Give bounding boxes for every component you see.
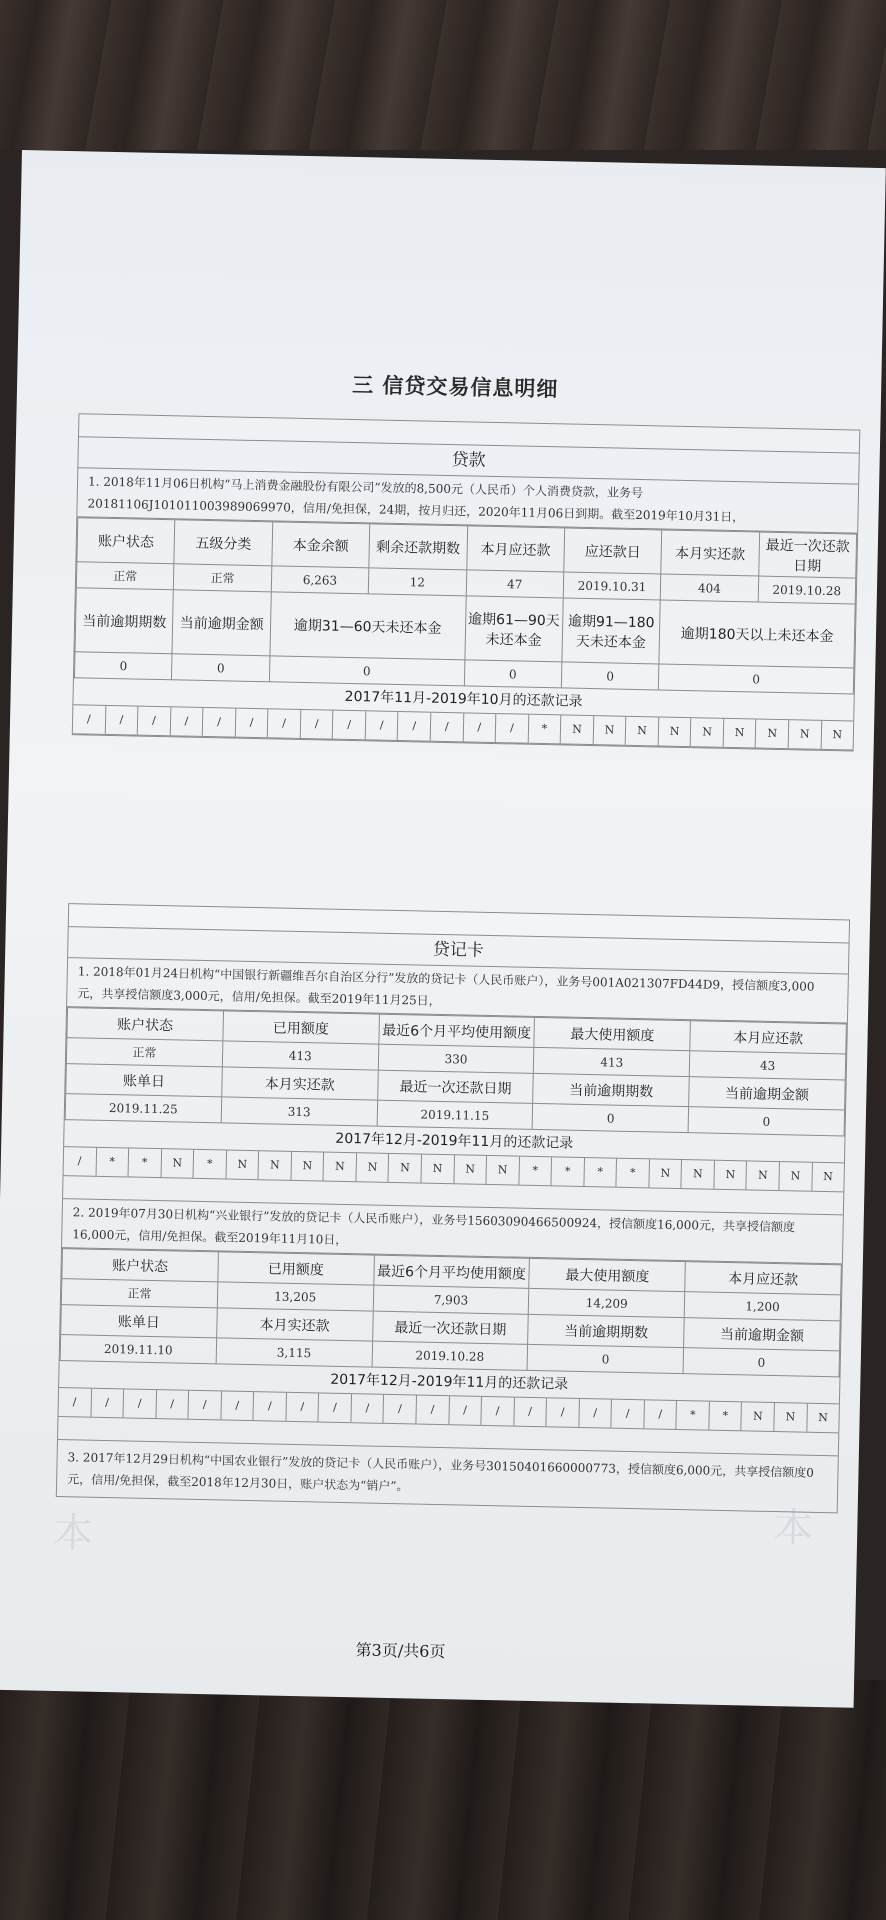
loan-header-cell: 逾期31—60天未还本金 [270, 592, 466, 660]
card-value-cell: 正常 [66, 1038, 222, 1067]
repayment-status-cell: / [612, 1400, 645, 1429]
card-header-cell: 本月实还款 [216, 1308, 372, 1341]
background-bottom [0, 1680, 886, 1920]
repayment-status-cell: N [659, 717, 692, 746]
repayment-status-cell: * [709, 1402, 742, 1431]
repayment-status-cell: N [259, 1151, 292, 1180]
repayment-status-cell: * [677, 1401, 710, 1430]
repayment-status-cell: / [105, 706, 138, 735]
card-value-cell: 1,200 [684, 1292, 840, 1321]
loan-description: 1. 2018年11月06日机构“马上消费金融股份有限公司”发放的8,500元（人民币）个人消费贷款，业务号20181106J101011003989069970，信用/免担保，24期，按月归还，2020年11月06日到期。截至2019年10月31日， [77, 468, 858, 533]
loan-value-cell: 47 [466, 570, 564, 598]
repayment-status-cell: N [593, 716, 626, 745]
repayment-status-cell: N [291, 1152, 324, 1181]
repayment-status-cell: / [351, 1394, 384, 1423]
card-header-cell: 最近一次还款日期 [372, 1311, 528, 1344]
repayment-status-cell: / [124, 1389, 157, 1418]
repayment-status-cell: * [528, 715, 561, 744]
loan-header-cell: 本金余额 [272, 522, 370, 568]
loan-header-cell: 逾期91—180天未还本金 [562, 598, 661, 664]
card-value-cell: 2019.11.15 [377, 1100, 533, 1129]
repayment-status-cell: N [389, 1154, 422, 1183]
loan-value-cell: 404 [660, 574, 758, 602]
document-page [0, 150, 886, 1708]
loan-value-cell: 2019.10.31 [563, 572, 661, 600]
page-footer: 第3页/共6页 [355, 1640, 446, 1662]
loan-header-cell: 五级分类 [174, 520, 272, 566]
card-value-cell: 3,115 [216, 1338, 372, 1367]
repayment-status-cell: / [156, 1390, 189, 1419]
repayment-status-cell: / [644, 1400, 677, 1429]
card-header-cell: 最近6个月平均使用额度 [373, 1255, 529, 1288]
loan-header-cell: 本月实还款 [661, 530, 759, 576]
loan-value-cell: 0 [172, 654, 270, 682]
loan-header-cell: 当前逾期期数 [75, 588, 174, 654]
loan-table [74, 517, 857, 694]
card-record-title: 2017年12月-2019年11月的还款记录 [59, 1361, 839, 1404]
card-record-title: 2017年12月-2019年11月的还款记录 [64, 1120, 844, 1163]
loan-header-cell: 本月应还款 [466, 526, 564, 572]
repayment-status-cell: N [226, 1151, 259, 1180]
repayment-status-cell: * [617, 1159, 650, 1188]
repayment-status-cell: / [514, 1398, 547, 1427]
repayment-status-cell: N [161, 1149, 194, 1178]
repayment-status-cell: / [496, 714, 529, 743]
repayment-status-cell: / [91, 1389, 124, 1418]
loan-header-cell: 账户状态 [77, 518, 175, 564]
loan-value-cell: 0 [464, 660, 562, 688]
repayment-status-cell: / [579, 1399, 612, 1428]
card-value-cell: 0 [683, 1348, 839, 1377]
repayment-status-cell: N [832, 728, 843, 742]
repayment-status-cell: / [463, 713, 496, 742]
loan-header-cell: 剩余还款期数 [369, 524, 467, 570]
card-value-cell: 7,903 [373, 1285, 529, 1314]
loan-header-cell: 逾期61—90天未还本金 [464, 596, 563, 662]
loan-value-cell: 0 [659, 664, 854, 694]
repayment-status-cell: / [73, 705, 106, 734]
repayment-status-cell: N [421, 1155, 454, 1184]
repayment-status-cell: / [384, 1395, 417, 1424]
repayment-status-cell: / [319, 1394, 352, 1423]
repayment-status-cell: / [482, 1397, 515, 1426]
card-header-cell: 最大使用额度 [529, 1258, 685, 1291]
card-description: 2. 2019年07月30日机构“兴业银行”发放的贷记卡（人民币账户），业务号15603090466500924，授信额度16,000元，共享授信额度16,000元，信用/免担保。截至2019年11月10日， [62, 1199, 843, 1264]
repayment-status-cell: N [756, 720, 789, 749]
repayment-status-cell: N [682, 1160, 715, 1189]
repayment-status-cell: N [818, 1410, 828, 1425]
loan-header-cell: 逾期180天以上未还本金 [659, 600, 855, 668]
repayment-status-cell: N [774, 1403, 807, 1432]
repayment-status-cell: * [584, 1158, 617, 1187]
repayment-status-cell: N [649, 1159, 682, 1188]
repayment-status-cell: / [333, 711, 366, 740]
repayment-status-cell: * [96, 1148, 129, 1177]
loan-header-cell: 当前逾期金额 [172, 590, 271, 656]
card-header-cell: 已用额度 [218, 1252, 374, 1285]
card-value-cell: 正常 [61, 1279, 217, 1308]
card-value-cell: 0 [527, 1344, 683, 1373]
repayment-status-cell: N [324, 1153, 357, 1182]
loan-section [72, 413, 861, 751]
repayment-status-cell: N [742, 1402, 775, 1431]
repayment-status-cell: N [487, 1156, 520, 1185]
repayment-status-cell: * [129, 1148, 162, 1177]
debit-section-title: 贷记卡 [68, 927, 848, 974]
loan-value-cell: 0 [561, 662, 659, 690]
loan-header-cell: 应还款日 [564, 528, 662, 574]
repayment-status-cell: / [58, 1388, 91, 1417]
repayment-status-cell: N [714, 1161, 747, 1190]
repayment-status-cell: / [189, 1391, 222, 1420]
card-header-cell: 本月应还款 [685, 1262, 841, 1295]
repayment-status-cell: / [203, 708, 236, 737]
repayment-status-cell: / [416, 1396, 449, 1425]
card-header-cell: 当前逾期期数 [533, 1073, 689, 1106]
watermark: 本 [52, 1509, 94, 1557]
repayment-status-cell: N [454, 1155, 487, 1184]
page-title: 三 信贷交易信息明细 [351, 372, 559, 402]
card-value-cell: 13,205 [217, 1282, 373, 1311]
repayment-status-cell: N [747, 1161, 780, 1190]
loan-value-cell: 0 [269, 656, 464, 686]
loan-value-cell: 2019.10.28 [758, 576, 856, 604]
card-header-cell: 本月实还款 [222, 1067, 378, 1100]
loan-value-cell: 0 [74, 652, 172, 680]
card-header-cell: 本月应还款 [690, 1021, 846, 1054]
card-header-cell: 当前逾期金额 [689, 1077, 845, 1110]
card-value-cell: 14,209 [529, 1288, 685, 1317]
loan-section-title: 贷款 [78, 437, 858, 484]
repayment-status-cell: * [552, 1157, 585, 1186]
repayment-status-cell: N [561, 715, 594, 744]
card-header-cell: 最近一次还款日期 [377, 1070, 533, 1103]
repayment-status-cell: / [449, 1396, 482, 1425]
card-value-cell: 0 [532, 1103, 688, 1132]
card-table [65, 1007, 847, 1136]
card-value-cell: 413 [222, 1041, 378, 1070]
repayment-status-cell: / [301, 710, 334, 739]
card-value-cell: 2019.11.25 [65, 1094, 221, 1123]
repayment-status-cell: / [64, 1147, 97, 1176]
card-header-cell: 账单日 [61, 1305, 217, 1338]
credit-card-block [58, 1199, 843, 1456]
repayment-status-cell: N [356, 1153, 389, 1182]
repayment-status-cell: / [398, 712, 431, 741]
repayment-status-cell: / [170, 707, 203, 736]
card-header-cell: 账户状态 [67, 1008, 223, 1041]
card-value-cell: 2019.11.10 [60, 1335, 216, 1364]
card-header-cell: 最大使用额度 [534, 1017, 690, 1050]
card-header-cell: 账单日 [66, 1064, 222, 1097]
loan-record-title: 2017年11月-2019年10月的还款记录 [73, 678, 853, 721]
repayment-status-cell: / [286, 1393, 319, 1422]
loan-value-cell: 正常 [76, 562, 174, 590]
repayment-status-cell: N [823, 1170, 833, 1184]
card-value-cell: 413 [534, 1047, 690, 1076]
repayment-status-cell: / [431, 713, 464, 742]
loan-value-cell: 正常 [174, 564, 272, 592]
repayment-status-cell: / [254, 1392, 287, 1421]
card-value-cell: 2019.10.28 [372, 1341, 528, 1370]
repayment-status-cell: N [626, 717, 659, 746]
background-top [0, 0, 886, 150]
card-value-cell: 330 [378, 1044, 534, 1073]
repayment-status-cell: N [724, 719, 757, 748]
card-header-cell: 当前逾期金额 [684, 1318, 840, 1351]
card-header-cell: 最近6个月平均使用额度 [378, 1014, 534, 1047]
card-table [60, 1248, 842, 1377]
loan-header-cell: 最近一次还款日期 [758, 532, 856, 578]
card-value-cell: 43 [689, 1051, 845, 1080]
card-header-cell: 当前逾期期数 [528, 1314, 684, 1347]
credit-card-block [63, 958, 848, 1215]
card-value-cell: 0 [688, 1107, 844, 1136]
card-value-cell: 313 [221, 1097, 377, 1126]
card-header-cell: 已用额度 [223, 1011, 379, 1044]
repayment-status-cell: N [691, 718, 724, 747]
repayment-status-cell: / [268, 709, 301, 738]
watermark: 本 [772, 1505, 814, 1552]
repayment-status-cell: N [779, 1162, 812, 1191]
repayment-status-cell: / [366, 711, 399, 740]
repayment-status-cell: / [138, 707, 171, 736]
repayment-status-cell: * [194, 1150, 227, 1179]
repayment-status-cell: / [235, 709, 268, 738]
loan-value-cell: 12 [368, 568, 466, 596]
repayment-status-cell: / [221, 1391, 254, 1420]
card-header-cell: 账户状态 [62, 1249, 218, 1282]
repayment-status-cell: * [519, 1157, 552, 1186]
debit-section [56, 903, 850, 1513]
card3-description: 3. 2017年12月29日机构“中国农业银行”发放的贷记卡（人民币账户），业务号30150401660000773，授信额度6,000元，共享授信额度0元，信用/免担保，截至2018年12月30日，账户状态为“销户”。 [67, 1450, 815, 1494]
repayment-status-cell: N [789, 720, 822, 749]
repayment-status-cell: / [547, 1398, 580, 1427]
loan-value-cell: 6,263 [271, 566, 369, 594]
card-description: 1. 2018年01月24日机构“中国银行新疆维吾尔自治区分行”发放的贷记卡（人民币账户），业务号001A021307FD44D9，授信额度3,000元，共享授信额度3,000元，信用/免担保。截至2019年11月25日， [67, 958, 848, 1023]
